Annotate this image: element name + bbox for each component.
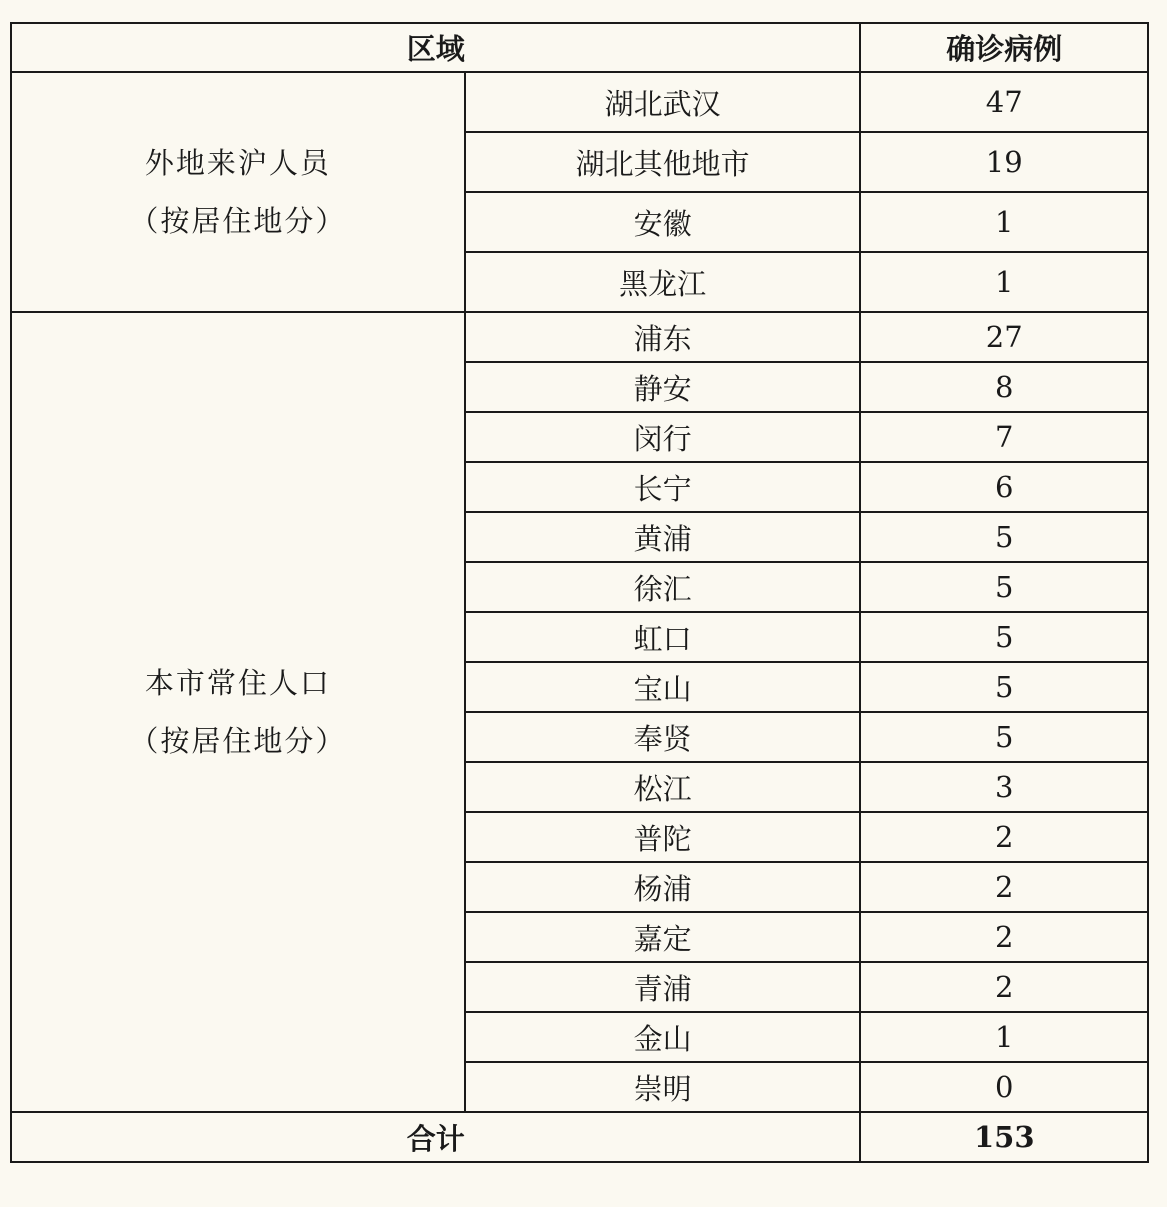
group-name: 本市常住人口	[144, 666, 331, 700]
area-cell: 嘉定	[465, 912, 861, 962]
count-cell: 2	[860, 862, 1148, 912]
count-cell: 27	[860, 312, 1148, 362]
area-cell: 长宁	[465, 462, 861, 512]
area-cell: 杨浦	[465, 862, 861, 912]
group-name: 外地来沪人员	[144, 146, 331, 180]
area-cell: 黄浦	[465, 512, 861, 562]
area-cell: 浦东	[465, 312, 861, 362]
area-cell: 青浦	[465, 962, 861, 1012]
table-row	[11, 312, 1148, 362]
count-cell: 2	[860, 912, 1148, 962]
header-cases: 确诊病例	[860, 23, 1148, 72]
count-cell: 5	[860, 562, 1148, 612]
area-cell: 金山	[465, 1012, 861, 1062]
count-cell: 1	[860, 1012, 1148, 1062]
count-cell: 1	[860, 192, 1148, 252]
group-note: （按居住地分）	[129, 724, 347, 758]
group-note: （按居住地分）	[129, 204, 347, 238]
count-cell: 5	[860, 612, 1148, 662]
total-count: 153	[860, 1112, 1148, 1162]
count-cell: 0	[860, 1062, 1148, 1112]
count-cell: 1	[860, 252, 1148, 312]
area-cell: 松江	[465, 762, 861, 812]
count-cell: 5	[860, 712, 1148, 762]
total-row	[11, 1112, 1148, 1162]
count-cell: 3	[860, 762, 1148, 812]
area-cell: 湖北武汉	[465, 72, 861, 132]
count-cell: 8	[860, 362, 1148, 412]
area-cell: 奉贤	[465, 712, 861, 762]
count-cell: 2	[860, 812, 1148, 862]
count-cell: 19	[860, 132, 1148, 192]
group-cell	[11, 72, 465, 312]
total-label: 合计	[11, 1112, 860, 1162]
area-cell: 安徽	[465, 192, 861, 252]
table-row	[11, 72, 1148, 132]
count-cell: 5	[860, 662, 1148, 712]
count-cell: 47	[860, 72, 1148, 132]
area-cell: 普陀	[465, 812, 861, 862]
area-cell: 宝山	[465, 662, 861, 712]
count-cell: 7	[860, 412, 1148, 462]
area-cell: 虹口	[465, 612, 861, 662]
count-cell: 2	[860, 962, 1148, 1012]
case-table	[10, 22, 1149, 1163]
header-row	[11, 23, 1148, 72]
header-region: 区域	[11, 23, 860, 72]
area-cell: 徐汇	[465, 562, 861, 612]
area-cell: 静安	[465, 362, 861, 412]
area-cell: 闵行	[465, 412, 861, 462]
count-cell: 5	[860, 512, 1148, 562]
area-cell: 黑龙江	[465, 252, 861, 312]
group-cell	[11, 312, 465, 1112]
count-cell: 6	[860, 462, 1148, 512]
area-cell: 崇明	[465, 1062, 861, 1112]
area-cell: 湖北其他地市	[465, 132, 861, 192]
